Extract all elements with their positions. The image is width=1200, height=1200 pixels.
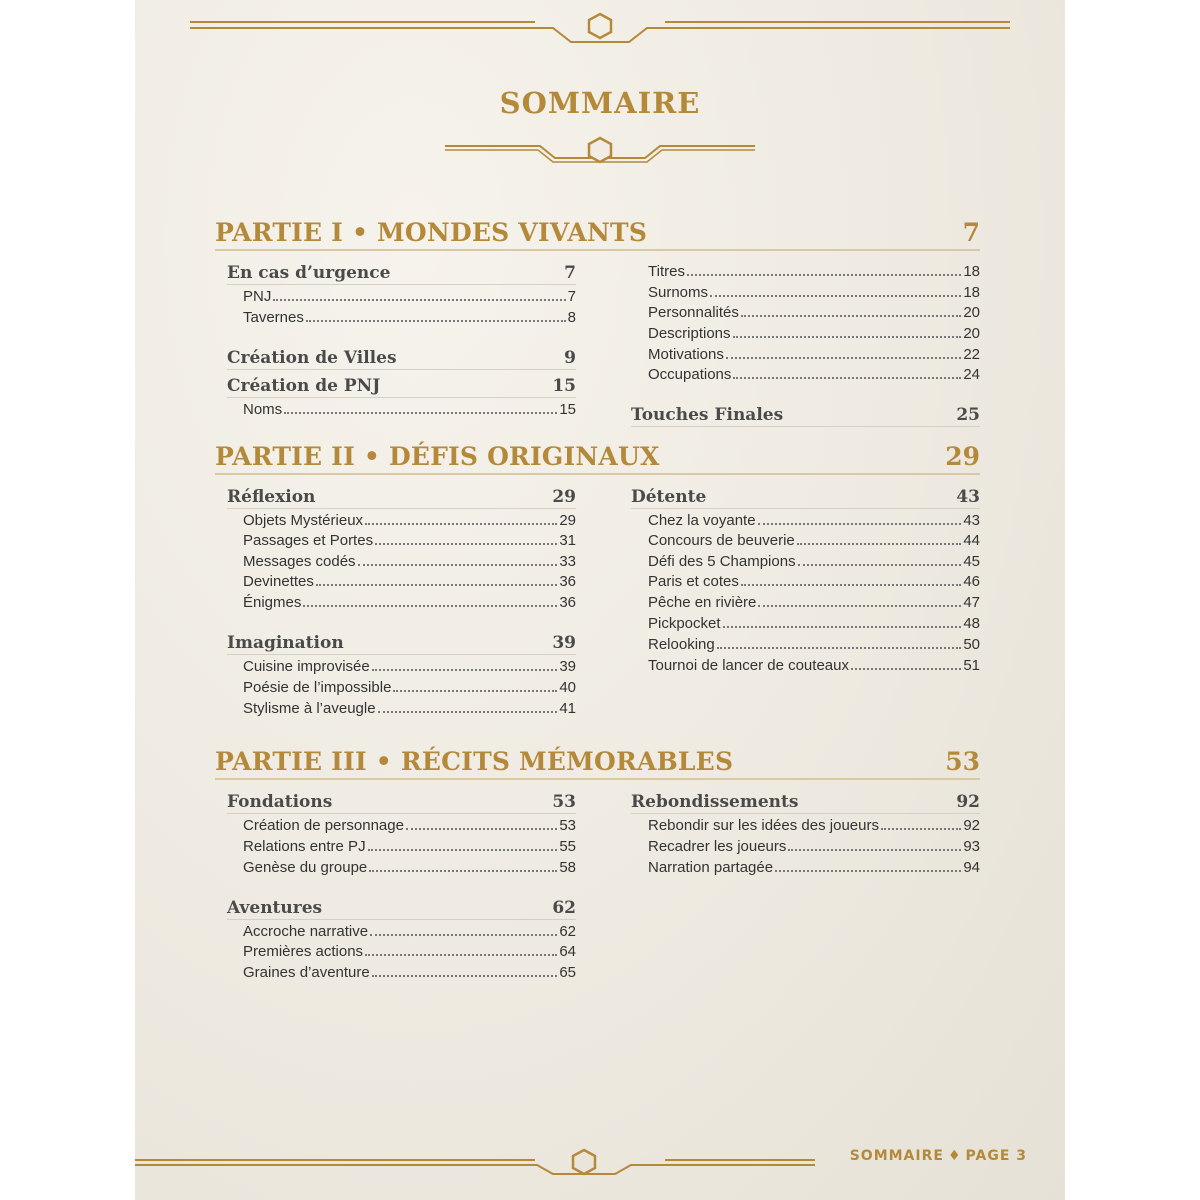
dot-leader xyxy=(273,299,565,301)
entry-page: 92 xyxy=(963,817,980,834)
entry-page: 40 xyxy=(559,679,576,696)
dot-leader xyxy=(358,564,558,566)
entry-label: Surnoms xyxy=(648,284,709,301)
part-title: PARTIE II • DÉFIS ORIGINAUX xyxy=(215,442,660,471)
chapter-creation-de-villes[interactable] xyxy=(227,343,576,370)
entry-page: 18 xyxy=(963,284,980,301)
entry-page: 64 xyxy=(559,943,576,960)
chapter-aventures[interactable] xyxy=(227,893,576,920)
toc-entry-peche-en-riviere[interactable] xyxy=(648,591,980,611)
entry-page: 41 xyxy=(559,700,576,717)
toc-entry-creation-de-personnage[interactable] xyxy=(243,814,576,834)
entry-page: 20 xyxy=(963,304,980,321)
toc-entry-narration-partagee[interactable] xyxy=(648,856,980,876)
dot-leader xyxy=(881,828,961,830)
part-page-number: 7 xyxy=(962,218,980,247)
toc-entry-passages-et-portes[interactable] xyxy=(243,529,576,549)
part-title: PARTIE I • MONDES VIVANTS xyxy=(215,218,648,247)
entry-label: Descriptions xyxy=(648,325,731,342)
dot-leader xyxy=(723,626,962,628)
dot-leader xyxy=(797,543,962,545)
entry-label: Défi des 5 Champions xyxy=(648,553,796,570)
toc-entry-motivations[interactable] xyxy=(648,343,980,363)
entry-page: 36 xyxy=(559,594,576,611)
entry-page: 48 xyxy=(963,615,980,632)
toc-entry-paris-et-cotes[interactable] xyxy=(648,570,980,590)
chapter-rebondissements[interactable] xyxy=(631,787,980,814)
dot-leader xyxy=(687,274,961,276)
toc-entry-poesie-de-limpossible[interactable] xyxy=(243,676,576,696)
toc-entry-messages-codes[interactable] xyxy=(243,550,576,570)
toc-entry-enigmes[interactable] xyxy=(243,591,576,611)
entry-page: 50 xyxy=(963,636,980,653)
dot-leader xyxy=(368,849,558,851)
part-title: PARTIE III • RÉCITS MÉMORABLES xyxy=(215,747,734,776)
dot-leader xyxy=(406,828,557,830)
entry-label: Motivations xyxy=(648,346,724,363)
part-page-number: 29 xyxy=(945,442,980,471)
chapter-detente[interactable] xyxy=(631,482,980,509)
toc-entry-relations-entre-pj[interactable] xyxy=(243,835,576,855)
chapter-page: 62 xyxy=(552,898,576,918)
toc-entry-pickpocket[interactable] xyxy=(648,612,980,632)
dot-leader xyxy=(758,523,962,525)
toc-entry-titres[interactable] xyxy=(648,260,980,280)
chapter-page: 53 xyxy=(552,792,576,812)
chapter-title: Imagination xyxy=(227,633,344,653)
entry-label: Titres xyxy=(648,263,685,280)
toc-entry-genese-du-groupe[interactable] xyxy=(243,856,576,876)
chapter-page: 92 xyxy=(956,792,980,812)
toc-entry-objets-mysterieux[interactable] xyxy=(243,509,576,529)
entry-page: 44 xyxy=(963,532,980,549)
dot-leader xyxy=(775,870,961,872)
entry-label: Messages codés xyxy=(243,553,356,570)
toc-entry-premieres-actions[interactable] xyxy=(243,940,576,960)
chapter-title: Fondations xyxy=(227,792,333,812)
dot-leader xyxy=(393,690,557,692)
dot-leader xyxy=(798,564,962,566)
dot-leader xyxy=(372,975,558,977)
toc-entry-cuisine-improvisee[interactable] xyxy=(243,655,576,675)
entry-label: Paris et cotes xyxy=(648,573,739,590)
entry-label: Rebondir sur les idées des joueurs xyxy=(648,817,879,834)
diamond-icon: ♦ xyxy=(947,1148,962,1164)
chapter-page: 15 xyxy=(552,376,576,396)
toc-entry-chez-la-voyante[interactable] xyxy=(648,509,980,529)
entry-label: Relations entre PJ xyxy=(243,838,366,855)
dot-leader xyxy=(378,711,558,713)
title-ornament-hexagon-icon xyxy=(135,130,1065,166)
dot-leader xyxy=(365,954,557,956)
chapter-title: Rebondissements xyxy=(631,792,799,812)
dot-leader xyxy=(372,669,558,671)
entry-page: 20 xyxy=(963,325,980,342)
toc-entry-surnoms[interactable] xyxy=(648,281,980,301)
footer-section: SOMMAIRE xyxy=(849,1148,944,1164)
part-3-heading[interactable] xyxy=(215,742,980,780)
entry-page: 45 xyxy=(963,553,980,570)
entry-page: 46 xyxy=(963,573,980,590)
entry-label: Recadrer les joueurs xyxy=(648,838,787,855)
dot-leader xyxy=(726,357,961,359)
dot-leader xyxy=(365,523,557,525)
entry-label: Occupations xyxy=(648,366,732,383)
entry-page: 43 xyxy=(963,512,980,529)
dot-leader xyxy=(303,605,557,607)
toc-entry-graines-daventure[interactable] xyxy=(243,961,576,981)
entry-page: 47 xyxy=(963,594,980,611)
chapter-en-cas-durgence[interactable] xyxy=(227,258,576,285)
dot-leader xyxy=(741,315,961,317)
toc-entry-rebondir-sur-les-idees[interactable] xyxy=(648,814,980,834)
toc-entry-recadrer-les-joueurs[interactable] xyxy=(648,835,980,855)
chapter-title: Création de Villes xyxy=(227,348,397,368)
entry-label: Stylisme à l’aveugle xyxy=(243,700,376,717)
toc-entry-pnj[interactable] xyxy=(243,285,576,305)
part-page-number: 53 xyxy=(945,747,980,776)
dot-leader xyxy=(375,543,557,545)
toc-entry-stylisme-a-laveugle[interactable] xyxy=(243,697,576,717)
footer-page-number: PAGE 3 xyxy=(965,1148,1027,1164)
entry-page: 33 xyxy=(559,553,576,570)
chapter-title: Touches Finales xyxy=(631,405,784,425)
entry-label: Noms xyxy=(243,401,283,418)
part-2-heading[interactable] xyxy=(215,437,980,475)
toc-entry-personnalites[interactable] xyxy=(648,301,980,321)
entry-page: 55 xyxy=(559,838,576,855)
entry-page: 7 xyxy=(567,288,576,305)
entry-page: 51 xyxy=(963,657,980,674)
entry-page: 8 xyxy=(567,309,576,326)
entry-page: 58 xyxy=(559,859,576,876)
dot-leader xyxy=(284,412,557,414)
entry-page: 65 xyxy=(559,964,576,981)
entry-label: Cuisine improvisée xyxy=(243,658,370,675)
entry-label: Chez la voyante xyxy=(648,512,756,529)
entry-page: 62 xyxy=(559,923,576,940)
entry-label: Relooking xyxy=(648,636,715,653)
entry-label: Graines d’aventure xyxy=(243,964,370,981)
chapter-title: En cas d’urgence xyxy=(227,263,391,283)
entry-label: Tournoi de lancer de couteaux xyxy=(648,657,849,674)
chapter-title: Création de PNJ xyxy=(227,376,381,396)
entry-page: 36 xyxy=(559,573,576,590)
toc-entry-devinettes[interactable] xyxy=(243,570,576,590)
dot-leader xyxy=(370,934,557,936)
chapter-page: 29 xyxy=(552,487,576,507)
chapter-imagination[interactable] xyxy=(227,628,576,655)
dot-leader xyxy=(316,584,557,586)
toc-entry-defi-des-5-champions[interactable] xyxy=(648,550,980,570)
chapter-page: 7 xyxy=(564,263,576,283)
page-footer xyxy=(850,1148,1027,1164)
entry-page: 24 xyxy=(963,366,980,383)
entry-label: Pickpocket xyxy=(648,615,721,632)
toc-entry-accroche-narrative[interactable] xyxy=(243,920,576,940)
dot-leader xyxy=(369,870,557,872)
dot-leader xyxy=(758,605,961,607)
chapter-page: 25 xyxy=(956,405,980,425)
dot-leader xyxy=(733,377,961,379)
dot-leader xyxy=(788,849,961,851)
page-title: SOMMAIRE xyxy=(499,86,701,120)
toc-entry-concours-de-beuverie[interactable] xyxy=(648,529,980,549)
toc-entry-tavernes[interactable] xyxy=(243,306,576,326)
dot-leader xyxy=(741,584,961,586)
chapter-reflexion[interactable] xyxy=(227,482,576,509)
entry-page: 18 xyxy=(963,263,980,280)
toc-entry-descriptions[interactable] xyxy=(648,322,980,342)
entry-page: 53 xyxy=(559,817,576,834)
entry-page: 29 xyxy=(559,512,576,529)
toc-entry-tournoi-de-lancer-de-couteaux[interactable] xyxy=(648,654,980,674)
toc-entry-noms[interactable] xyxy=(243,398,576,418)
entry-label: Création de personnage xyxy=(243,817,404,834)
chapter-page: 43 xyxy=(956,487,980,507)
chapter-touches-finales[interactable] xyxy=(631,400,980,427)
entry-label: Accroche narrative xyxy=(243,923,369,940)
toc-entry-relooking[interactable] xyxy=(648,633,980,653)
entry-label: Énigmes xyxy=(243,594,302,611)
entry-label: Personnalités xyxy=(648,304,739,321)
entry-label: Genèse du groupe xyxy=(243,859,368,876)
chapter-fondations[interactable] xyxy=(227,787,576,814)
entry-label: Narration partagée xyxy=(648,859,774,876)
table-of-contents-page xyxy=(135,0,1065,1200)
entry-label: Pêche en rivière xyxy=(648,594,757,611)
entry-label: Devinettes xyxy=(243,573,314,590)
chapter-page: 9 xyxy=(564,348,576,368)
entry-label: Objets Mystérieux xyxy=(243,512,364,529)
entry-page: 94 xyxy=(963,859,980,876)
part-1-heading[interactable] xyxy=(215,213,980,251)
dot-leader xyxy=(717,647,962,649)
entry-page: 31 xyxy=(559,532,576,549)
entry-page: 22 xyxy=(963,346,980,363)
entry-label: PNJ xyxy=(243,288,272,305)
entry-page: 93 xyxy=(963,838,980,855)
dot-leader xyxy=(733,336,962,338)
chapter-title: Réflexion xyxy=(227,487,316,507)
entry-label: Concours de beuverie xyxy=(648,532,795,549)
entry-label: Passages et Portes xyxy=(243,532,374,549)
entry-label: Premières actions xyxy=(243,943,364,960)
dot-leader xyxy=(851,668,961,670)
top-ornament-hexagon-icon xyxy=(135,12,1065,52)
entry-label: Tavernes xyxy=(243,309,304,326)
entry-label: Poésie de l’impossible xyxy=(243,679,392,696)
entry-page: 39 xyxy=(559,658,576,675)
dot-leader xyxy=(306,320,566,322)
chapter-page: 39 xyxy=(552,633,576,653)
chapter-title: Détente xyxy=(631,487,707,507)
chapter-title: Aventures xyxy=(227,898,323,918)
entry-page: 15 xyxy=(559,401,576,418)
chapter-creation-de-pnj[interactable] xyxy=(227,371,576,398)
toc-entry-occupations[interactable] xyxy=(648,363,980,383)
dot-leader xyxy=(710,295,961,297)
